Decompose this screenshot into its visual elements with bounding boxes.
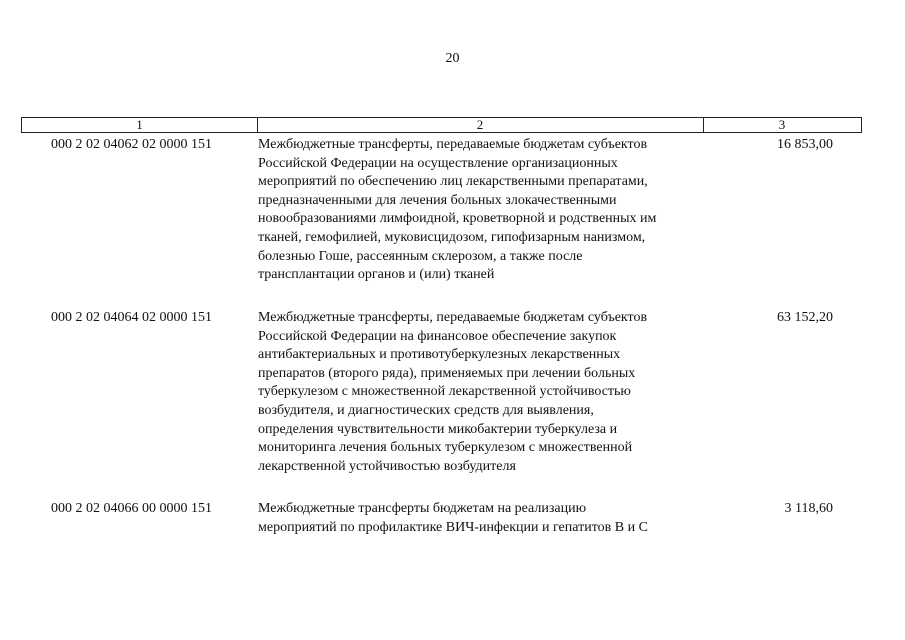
- amount-value: 3 118,60: [784, 501, 833, 516]
- budget-code: 000 2 02 04062 02 0000 151: [51, 137, 212, 152]
- description-line: тканей, гемофилией, муковисцидозом, гипофизарным нанизмом,: [258, 229, 646, 245]
- row-description: [258, 136, 698, 285]
- description-line: возбудителя, и диагностических средств для выявления,: [258, 402, 594, 418]
- row-description: [258, 309, 698, 476]
- row-description: [258, 500, 698, 537]
- description-line: лекарственной устойчивостью возбудителя: [258, 458, 516, 474]
- description-line: мониторинга лечения больных туберкулезом с множественной: [258, 440, 633, 456]
- description-line: определения чувствительности микобактерии туберкулеза и: [258, 421, 618, 437]
- description-line: антибактериальных и противотуберкулезных лекарственных: [258, 347, 621, 363]
- description-line: Межбюджетные трансферты, передаваемые бюджетам субъектов: [258, 310, 648, 325]
- description-line: новообразованиями лимфоидной, кроветворной и родственных им: [258, 211, 657, 227]
- column-header-2: 2: [257, 118, 704, 132]
- description-line: предназначенными для лечения больных злокачественными: [258, 192, 617, 208]
- description-line: туберкулезом с множественной лекарственной устойчивостью: [258, 384, 631, 400]
- description-line: мероприятий по обеспечению лиц лекарственными препаратами,: [258, 174, 648, 190]
- description-line: Российской Федерации на финансовое обеспечение закупок: [258, 328, 617, 344]
- description-line: трансплантации органов и (или) тканей: [258, 267, 495, 283]
- amount-value: 16 853,00: [777, 137, 833, 152]
- description-line: Межбюджетные трансферты бюджетам на реализацию: [258, 501, 587, 516]
- description-line: болезнью Гоше, рассеянным склерозом, а также после: [258, 248, 583, 264]
- budget-code: 000 2 02 04064 02 0000 151: [51, 310, 212, 325]
- budget-code: 000 2 02 04066 00 0000 151: [51, 501, 212, 516]
- column-header-1: 1: [22, 118, 258, 132]
- description-line: Российской Федерации на осуществление организационных: [258, 155, 618, 171]
- description-line: Межбюджетные трансферты, передаваемые бюджетам субъектов: [258, 137, 648, 152]
- amount-value: 63 152,20: [777, 310, 833, 325]
- page-number: 20: [445, 51, 460, 66]
- column-header-3: 3: [778, 117, 786, 132]
- table-header-row: [21, 117, 862, 133]
- description-line: препаратов (второго ряда), применяемых при лечении больных: [258, 365, 636, 381]
- description-line: мероприятий по профилактике ВИЧ-инфекции и гепатитов B и C: [258, 519, 648, 535]
